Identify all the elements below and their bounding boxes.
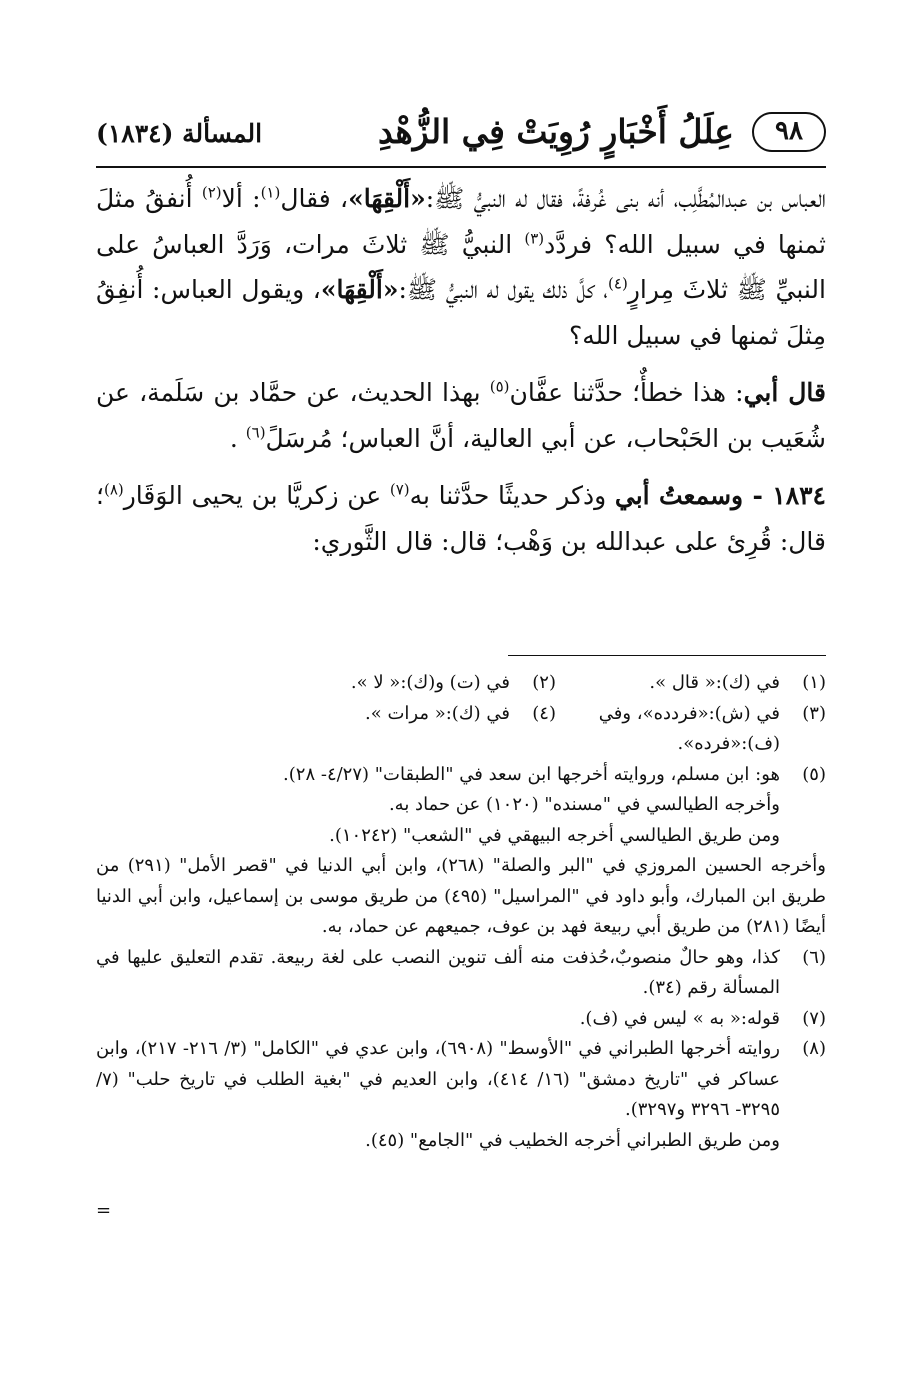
text-span: العباس بن عبدالمُطَّلِب، أنه بنى غُرفةً، فقال له النبيُّ ﷺ: bbox=[425, 184, 826, 213]
footnote-text: كذا، وهو حالٌ منصوبٌ،حُذفت منه ألف تنوين النصب على لغة ربيعة. تقدم التعليق عليها في المسألة رقم (٣٤). bbox=[96, 946, 780, 998]
text-span: : هذا خطأٌ؛ حدَّثنا عفَّان bbox=[509, 378, 744, 407]
footnote-number: (٧) bbox=[802, 1007, 826, 1029]
footnote-5 bbox=[96, 760, 826, 791]
text-span: ؛ قال: قُرِئ على عبدالله بن وَهْب؛ قال: قال الثَّوري: bbox=[96, 481, 826, 556]
footnotes bbox=[96, 668, 826, 1156]
footnote-4 bbox=[286, 699, 556, 760]
continuation-marker: = bbox=[96, 1200, 112, 1221]
footnote-pair bbox=[96, 668, 826, 699]
footnote-number: (٢) bbox=[532, 672, 556, 693]
footnote-3 bbox=[556, 699, 826, 760]
footnote-text: في (ت) و(ك):« لا ». bbox=[350, 672, 510, 693]
footnote-text: روايته أخرجها الطبراني في "الأوسط" (٦٩٠٨)، وابن عدي في "الكامل" (٣/ ٢١٦- ٢١٧)، وابن عساكر في "تاريخ دمشق" (١٦/ ٤١٤)، وابن العديم في "بغية الطلب في تاريخ حلب" (٧/ ٣٢٩٥- ٣٢٩٦ و٣٢٩٧). bbox=[96, 1038, 781, 1120]
text-span: النبيُّ ﷺ ثلاثَ مرات، وَرَدَّ العباسُ على النبيِّ ﷺ ثلاثَ مِرارٍ bbox=[96, 229, 826, 304]
footnote-text: في (ك):« قال ». bbox=[649, 672, 780, 693]
footnote-number: (١) bbox=[802, 672, 826, 693]
footnote-ref: (١) bbox=[260, 183, 281, 202]
text-span: بهذا الحديث، عن حمَّاد بن سَلَمة، عن شُعَيب بن الحَبْحاب، عن أبي العالية، أنَّ العباس؛ مُرسَلً bbox=[96, 378, 826, 453]
main-text bbox=[96, 176, 826, 574]
book-title: عِلَلُ أَخْبَارٍ رُوِيَتْ فِي الزُّهْدِ bbox=[378, 112, 734, 151]
footnote-ref: (٥) bbox=[489, 377, 510, 396]
footnote-text: في (ش):«فردده»، وفي (ف):«فرده». bbox=[598, 702, 780, 754]
text-span: أُنفقُ مثلَ ثمنها في سبيل الله؟ فردَّد bbox=[96, 184, 826, 259]
bold-lead: ١٨٣٤ - وسمعتُ أبي bbox=[614, 481, 826, 510]
text-span: : ألا bbox=[221, 184, 261, 213]
footnote-text: ومن طريق الطيالسي أخرجه البيهقي في "الشعب" (١٠٢٤٢). bbox=[329, 824, 780, 846]
footnote-pair bbox=[96, 699, 826, 760]
footnote-text: وأخرجه الحسين المروزي في "البر والصلة" (٢٦٨)، وابن أبي الدنيا في "قصر الأمل" (٢٩١) من طريق ابن المبارك، وأبو داود في "المراسيل" (٤٩٥) من طريق موسى بن إسماعيل، وابن أبي الدنيا أيضًا (٢٨١) من طريق أبي ربيعة فهد بن عوف، جميعهم عن حماد، به. bbox=[96, 855, 826, 937]
footnote-6 bbox=[96, 943, 826, 1004]
bold-lead: قال أبي bbox=[743, 378, 826, 407]
footnote-8 bbox=[96, 1034, 826, 1126]
page-header bbox=[96, 108, 826, 164]
text-span: ، كلَّ ذلك يقول له النبيُّ ﷺ: bbox=[398, 275, 609, 304]
footnote-ref: (٨) bbox=[103, 480, 124, 499]
footnote-text: هو: ابن مسلم، وروايته أخرجها ابن سعد في "الطبقات" (٤/٢٧- ٢٨). bbox=[283, 763, 780, 785]
footnote-number: (٦) bbox=[802, 946, 826, 968]
footnote-ref: (٧) bbox=[389, 480, 410, 499]
footnote-text: في (ك):« مرات ». bbox=[365, 702, 510, 724]
footnote-ref: (٤) bbox=[608, 274, 628, 293]
text-span: عن زكريَّا بن يحيى الوَقَار bbox=[123, 481, 390, 510]
page-number: ٩٨ bbox=[752, 112, 826, 152]
text-span: . bbox=[229, 423, 246, 453]
bold-quote: «أَلْقِهَا» bbox=[320, 275, 399, 304]
footnote-7 bbox=[96, 1004, 826, 1035]
issue-label: المسألة (١٨٣٤) bbox=[96, 119, 263, 148]
footnote-text: قوله:« به » ليس في (ف). bbox=[579, 1007, 780, 1029]
footnote-text: وأخرجه الطيالسي في "مسنده" (١٠٢٠) عن حماد به. bbox=[388, 794, 780, 815]
bold-quote: «أَلْقِهَا» bbox=[348, 184, 426, 213]
text-span: وذكر حديثًا حدَّثنا به bbox=[409, 481, 615, 510]
footnote-2 bbox=[286, 668, 556, 699]
paragraph-2 bbox=[96, 370, 826, 461]
footnote-ref: (٢) bbox=[201, 183, 222, 202]
footnote-text: ومن طريق الطبراني أخرجه الخطيب في "الجامع" (٤٥). bbox=[365, 1129, 780, 1151]
footnote-number: (٤) bbox=[532, 702, 556, 724]
footnote-number: (٨) bbox=[802, 1038, 826, 1059]
footnote-ref: (٦) bbox=[245, 423, 266, 442]
text-span: ، فقال bbox=[280, 184, 349, 213]
paragraph-3 bbox=[96, 473, 826, 564]
footnote-1 bbox=[556, 668, 826, 699]
footnote-number: (٣) bbox=[802, 702, 826, 724]
footnote-separator bbox=[508, 655, 826, 656]
header-rule bbox=[96, 166, 826, 168]
text-span: ، ويقول العباس: أُنفِقُ مِثلَ ثمنها في سبيل الله؟ bbox=[96, 275, 826, 350]
paragraph-1 bbox=[96, 176, 826, 358]
footnote-ref: (٣) bbox=[524, 229, 545, 248]
footnote-number: (٥) bbox=[802, 763, 826, 785]
